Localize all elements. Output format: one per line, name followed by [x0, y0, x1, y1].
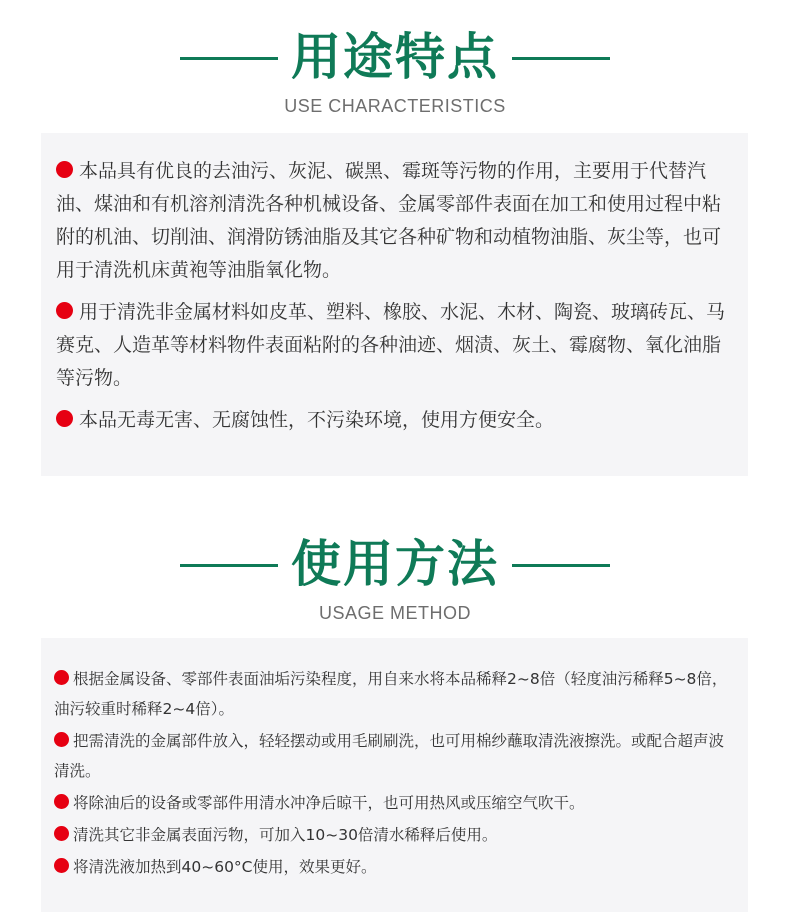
features-panel [41, 133, 748, 476]
feature-text: 用于清洗非金属材料如皮革、塑料、橡胶、水泥、木材、陶瓷、玻璃砖瓦、马赛克、人造革等材料物件表面粘附的各种油迹、烟渍、灰土、霉腐物、氧化油脂等污物。 [56, 301, 726, 389]
usage-item [54, 820, 734, 850]
features-header [0, 22, 790, 117]
usage-panel [41, 638, 748, 912]
bullet-dot-icon [54, 794, 69, 809]
features-subtitle: USE CHARACTERISTICS [284, 96, 506, 116]
usage-subtitle: USAGE METHOD [318, 603, 471, 623]
feature-text: 本品具有优良的去油污、灰泥、碳黑、霉斑等污物的作用，主要用于代替汽油、煤油和有机溶剂清洗各种机械设备、金属零部件表面在加工和使用过程中粘附的机油、切削油、润滑防锈油脂及其它各种矿物和动植物油脂、灰尘等，也可用于清洗机床黄袍等油脂氧化物。 [56, 160, 722, 281]
bullet-dot-icon [54, 670, 69, 685]
bullet-dot-icon [56, 302, 73, 319]
title-divider-right [512, 57, 610, 60]
usage-text: 清洗其它非金属表面污物，可加入10~30倍清水稀释后使用。 [73, 826, 498, 844]
bullet-dot-icon [56, 410, 73, 427]
bullet-dot-icon [54, 826, 69, 841]
usage-item [54, 852, 734, 882]
usage-item [54, 726, 734, 786]
usage-text: 把需清洗的金属部件放入，轻轻摆动或用毛刷刷洗，也可用棉纱蘸取清洗液擦洗。或配合超声波清洗。 [54, 732, 725, 780]
feature-text: 本品无毒无害、无腐蚀性，不污染环境，使用方便安全。 [79, 409, 555, 431]
features-title: 用途特点 [291, 28, 499, 86]
bullet-dot-icon [54, 858, 69, 873]
usage-text: 将除油后的设备或零部件用清水冲净后晾干，也可用热风或压缩空气吹干。 [73, 794, 585, 812]
feature-item [56, 296, 732, 395]
title-divider-right [512, 564, 610, 567]
usage-text: 将清洗液加热到40~60°C使用，效果更好。 [73, 858, 377, 876]
usage-text: 根据金属设备、零部件表面油垢污染程度，用自来水将本品稀释2~8倍（轻度油污稀释5~8倍，油污较重时稀释2~4倍）。 [54, 670, 728, 718]
bullet-dot-icon [54, 732, 69, 747]
usage-item [54, 788, 734, 818]
feature-item [56, 404, 732, 437]
bullet-dot-icon [56, 161, 73, 178]
usage-header [0, 529, 790, 624]
usage-item [54, 664, 734, 724]
usage-title: 使用方法 [291, 535, 499, 593]
feature-item [56, 155, 732, 287]
